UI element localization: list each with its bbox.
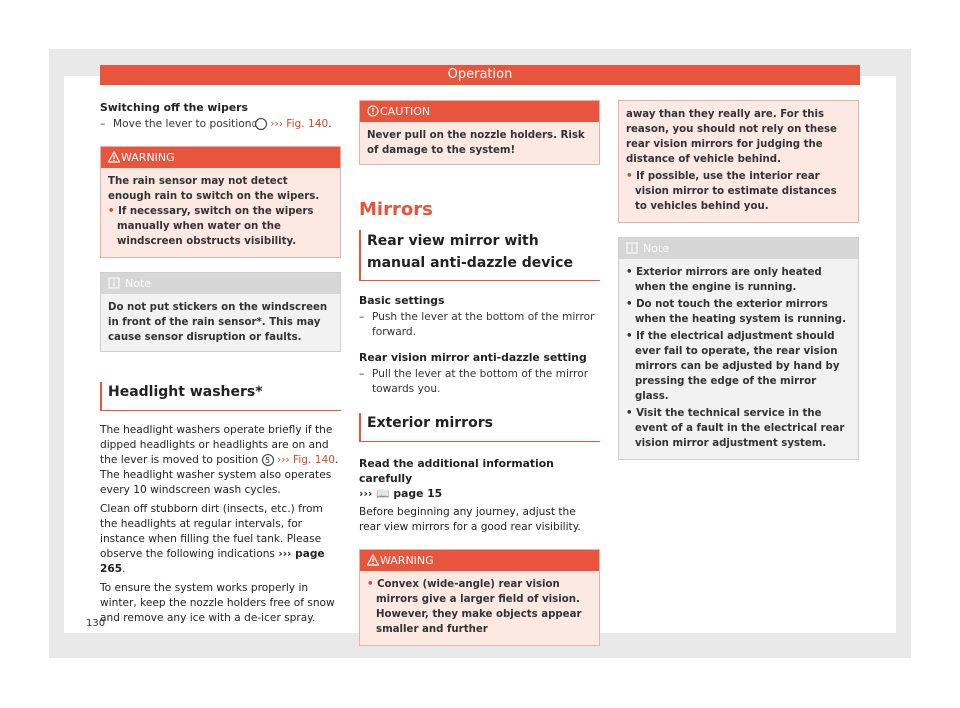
mirrors-title: Mirrors <box>359 199 433 220</box>
warning-header-2: WARNING <box>360 550 599 571</box>
note-item: • Exterior mirrors are only heated when the engine is running. <box>626 267 822 293</box>
warning-triangle-icon <box>108 151 120 163</box>
note-box-stickers <box>100 272 341 352</box>
column-1 <box>100 100 341 626</box>
column-2 <box>359 100 600 646</box>
note-box-mirrors <box>618 237 859 460</box>
page-link-15[interactable]: page 15 <box>393 487 443 500</box>
exterior-mirrors-heading: Exterior mirrors <box>359 413 600 442</box>
note-body-2 <box>619 259 858 459</box>
warning-bullet: • If necessary, switch on the wipers manually when water on the windscreen obstructs visibility. <box>108 206 314 247</box>
headlight-washers-heading: Headlight washers* <box>100 382 341 411</box>
caution-icon <box>367 105 379 117</box>
hw-paragraph-3: To ensure the system works properly in winter, keep the nozzle holders free of snow and remove any ice with a de-icer spray. <box>100 582 335 624</box>
position-badge-5: 5 <box>262 454 274 466</box>
page-number: 130 <box>86 618 106 629</box>
warning-body: The rain sensor may not detect enough rain to switch on the wipers. • If necessary, switch on the wipers manually when water on the windscreen obstructs visibility. <box>101 168 340 257</box>
info-icon <box>108 277 120 289</box>
wipers-step: – Move the lever to position 0 ››› Fig. 140. <box>100 118 332 130</box>
caution-body: Never pull on the nozzle holders. Risk of damage to the system! <box>367 130 585 156</box>
antidazzle-step: – Pull the lever at the bottom of the mirror towards you. <box>359 368 589 395</box>
caution-box <box>359 100 600 165</box>
note-item: • Do not touch the exterior mirrors when the heating system is running. <box>626 299 846 325</box>
section-header: Operation <box>100 65 860 85</box>
before-text: Before beginning any journey, adjust the rear view mirrors for a good rear visibility. <box>359 506 581 533</box>
position-badge-0: 0 <box>255 118 267 130</box>
fig-link-2[interactable]: ››› Fig. 140 <box>276 454 335 466</box>
basic-step: – Push the lever at the bottom of the mirror forward. <box>359 311 595 338</box>
info-icon <box>626 242 638 254</box>
hw-paragraph-2: Clean off stubborn dirt (insects, etc.) from the headlights at regular intervals, for instance when filling the fuel tank. Please observe the following indications ››› page 265. <box>100 503 325 575</box>
rear-view-mirror-heading: Rear view mirror with manual anti-dazzle device <box>359 230 600 281</box>
note-body: Do not put stickers on the windscreen in front of the rain sensor*. This may cause sensor disruption or faults. <box>108 302 328 343</box>
note-item: • If the electrical adjustment should ever fail to operate, the rear vision mirrors can be adjusted by hand by pressing the edge of the mirror glass. <box>626 331 840 402</box>
warning-triangle-icon <box>367 554 379 566</box>
note-header-2: Note <box>619 238 858 259</box>
hw-paragraph-1: The headlight washers operate briefly if the dipped headlights or headlights are on and the lever is moved to position 5 ››› Fig. 140. The headlight washer system also operates every 10 windscreen wash cycles. <box>100 424 339 496</box>
book-icon: 📖 <box>376 487 390 500</box>
basic-settings-heading: Basic settings <box>359 294 445 307</box>
note-item: • Visit the technical service in the event of a fault in the electrical rear vision mirror adjustment system. <box>626 408 845 449</box>
note-header: Note <box>101 273 340 294</box>
warning-body-3: away than they really are. For this reason, you should not rely on these rear vision mirrors for judging the distance of vehicle behind. • If possible, use the interior rear vision mirror to estimate distances to vehicles behind you. <box>626 109 837 212</box>
warning-box-rain-sensor <box>100 146 341 258</box>
wipers-heading: Switching off the wipers <box>100 101 248 114</box>
warning-header: WARNING <box>101 147 340 168</box>
warning-box-convex <box>359 549 600 646</box>
page-link-265[interactable]: ››› page 265 <box>100 548 325 575</box>
caution-header: CAUTION <box>360 101 599 122</box>
antidazzle-heading: Rear vision mirror anti-dazzle setting <box>359 351 587 364</box>
column-3 <box>618 100 859 460</box>
fig-link[interactable]: ››› Fig. 140 <box>270 118 329 130</box>
read-info: Read the additional information carefully ››› 📖 page 15 <box>359 457 554 500</box>
warning-box-continued <box>618 100 859 223</box>
warning-body-2: • Convex (wide-angle) rear vision mirrors give a larger field of vision. However, they make objects appear smaller and further <box>367 579 582 635</box>
